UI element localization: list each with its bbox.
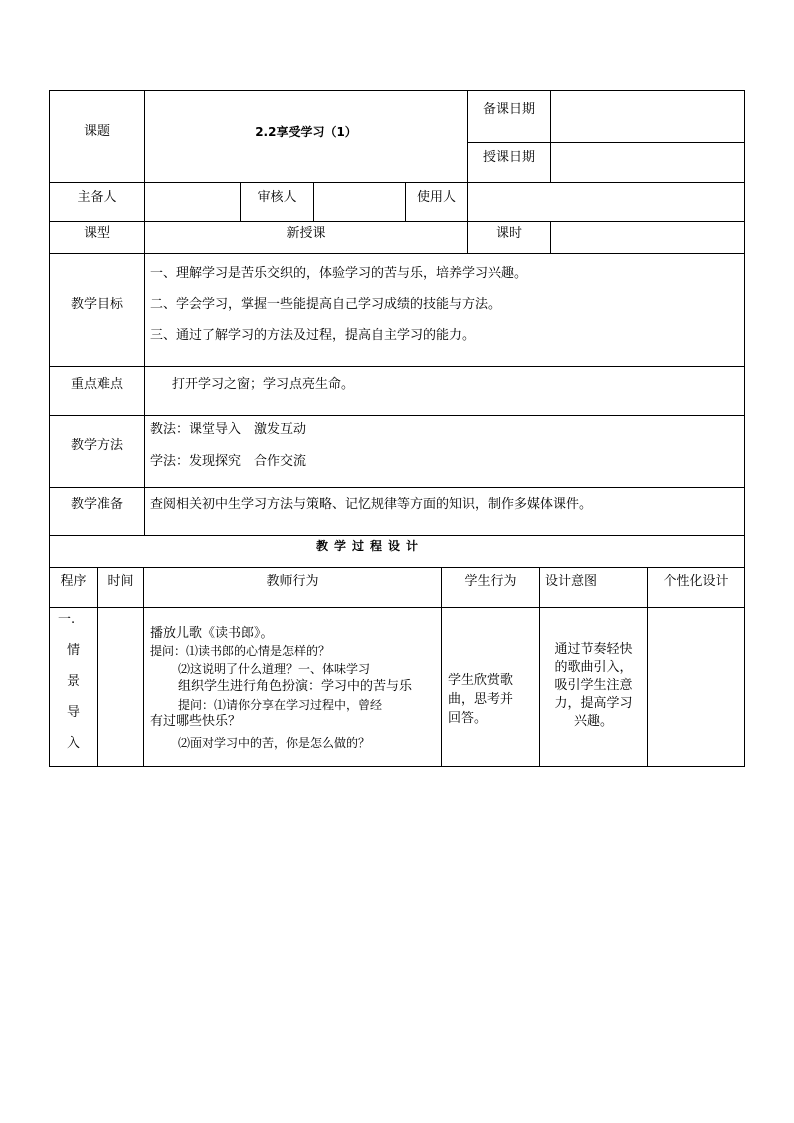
class-hours-label: 课时 [495, 226, 522, 241]
step-char: 景 [66, 674, 80, 689]
teacher-action-line: 播放儿歌《读书郎》。 [150, 626, 274, 641]
rule-after-type [49, 253, 745, 254]
rule-label-col [144, 90, 145, 536]
design-intent-line: 力，提高学习 [554, 696, 633, 711]
column-header-teacher: 教师行为 [266, 574, 319, 589]
column-header-student: 学生行为 [464, 574, 517, 589]
rule-proc-5 [647, 567, 648, 767]
objective-item-1: 一、理解学习是苦乐交织的，体验学习的苦与乐，培养学习兴趣。 [150, 266, 528, 281]
rule-after-keypoints [49, 415, 745, 416]
rule-top [49, 90, 745, 91]
preparation-label: 教学准备 [70, 497, 123, 512]
teacher-action-line: ⑵面对学习中的苦，你是怎么做的？ [178, 736, 371, 750]
teacher-action-line: 提问：⑴请你分享在学习过程中，曾经 [178, 698, 383, 712]
rule-type-2 [550, 221, 551, 254]
rule-after-staff [49, 221, 745, 222]
step-char: 导 [66, 705, 80, 720]
teacher-action-line: 组织学生进行角色扮演：学习中的苦与乐 [178, 679, 413, 694]
topic-value: 2.2享受学习（1） [255, 125, 357, 139]
main-preparer-label: 主备人 [77, 190, 117, 205]
rule-bottom [49, 766, 745, 767]
user-label: 使用人 [416, 190, 456, 205]
key-points-value: 打开学习之窗；学习点亮生命。 [172, 377, 355, 392]
rule-date-label-right [550, 90, 551, 183]
objective-item-3: 三、通过了解学习的方法及过程，提高自主学习的能力。 [150, 328, 476, 343]
student-action-line: 回答。 [448, 711, 488, 726]
rule-proc-2 [143, 567, 144, 767]
student-action-line: 曲，思考并 [448, 692, 514, 707]
rule-staff-4 [467, 182, 468, 222]
key-points-label: 重点难点 [70, 377, 123, 392]
rule-proc-1 [97, 567, 98, 767]
rule-after-topic [49, 182, 745, 183]
design-intent-line: 吸引学生注意 [554, 678, 633, 693]
rule-after-methods [49, 487, 745, 488]
preparation-value: 查阅相关初中生学习方法与策略、记忆规律等方面的知识，制作多媒体课件。 [150, 497, 593, 512]
teacher-action-line: 提问：⑴读书郎的心情是怎样的？ [150, 644, 331, 658]
design-intent-line: 的歌曲引入， [554, 660, 633, 675]
student-action-line: 学生欣赏歌 [448, 673, 514, 688]
rule-right [744, 90, 745, 767]
prep-date-label: 备课日期 [482, 102, 535, 117]
objectives-label: 教学目标 [70, 297, 123, 312]
rule-after-objectives [49, 366, 745, 367]
teach-date-label: 授课日期 [482, 150, 535, 165]
rule-after-preparation [49, 535, 745, 536]
process-title: 教学过程设计 [315, 539, 424, 553]
lesson-type-label: 课型 [83, 226, 110, 241]
teacher-action-line: 有过哪些快乐？ [150, 714, 242, 729]
rule-proc-3 [441, 567, 442, 767]
topic-label: 课题 [83, 124, 110, 139]
reviewer-label: 审核人 [257, 190, 297, 205]
column-header-time: 时间 [107, 574, 134, 589]
step-number: 一. [58, 612, 76, 627]
rule-after-columns [49, 607, 745, 608]
column-header-personal: 个性化设计 [663, 574, 729, 589]
teacher-action-line: ⑵这说明了什么道理？一、体味学习 [178, 662, 371, 676]
column-header-step: 程序 [60, 574, 87, 589]
methods-label: 教学方法 [70, 438, 123, 453]
rule-date-split [467, 142, 745, 143]
design-intent-line: 通过节奏轻快 [554, 642, 633, 657]
column-header-intent: 设计意图 [545, 574, 598, 589]
objective-item-2: 二、学会学习，掌握一些能提高自己学习成绩的技能与方法。 [150, 297, 502, 312]
design-intent-line: 兴趣。 [573, 714, 613, 729]
rule-after-process-title [49, 567, 745, 568]
step-char: 情 [66, 643, 80, 658]
learning-method: 学法：发现探究 合作交流 [150, 454, 307, 469]
rule-staff-2 [313, 182, 314, 222]
step-char: 入 [66, 736, 80, 751]
teaching-method: 教法：课堂导入 激发互动 [150, 422, 307, 437]
lesson-type-value: 新授课 [286, 226, 326, 241]
